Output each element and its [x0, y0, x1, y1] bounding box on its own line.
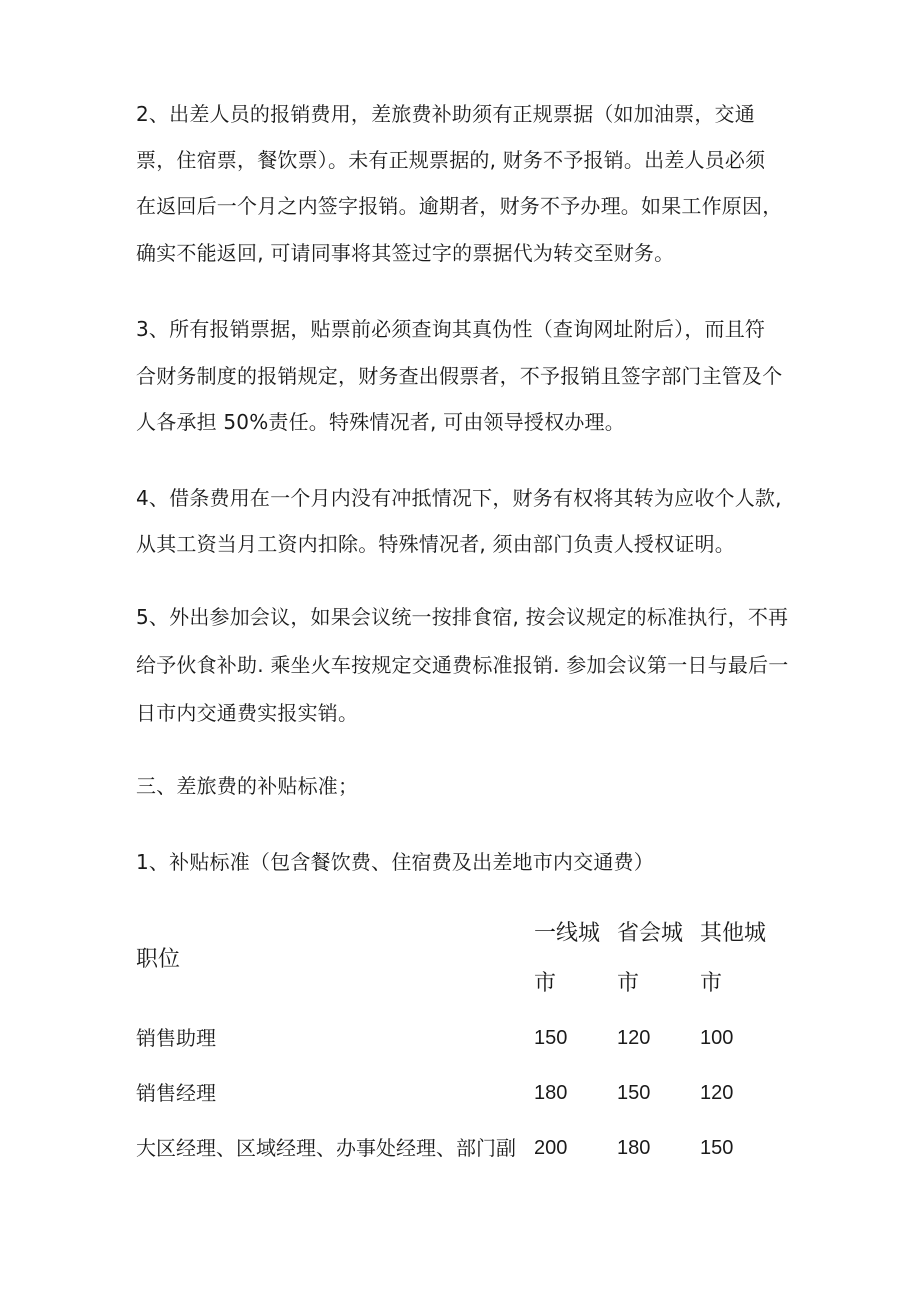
section-3-heading: 三、差旅费的补贴标准； [136, 774, 359, 798]
paragraph-4-line-2: 从其工资当月工资内扣除。特殊情况者, 须由部门负责人授权证明。 [136, 532, 735, 556]
paragraph-2-line-4: 确实不能返回, 可请同事将其签过字的票据代为转交至财务。 [136, 241, 675, 265]
table-cell-other: 120 [700, 1082, 734, 1104]
subsection-1-heading: 1、补贴标准（包含餐饮费、住宿费及出差地市内交通费） [136, 850, 654, 874]
paragraph-3-line-3: 人各承担 50%责任。特殊情况者, 可由领导授权办理。 [136, 410, 625, 434]
other-city-header-line1: 其他城 [700, 921, 767, 946]
table-cell-provincial: 180 [617, 1137, 651, 1159]
paragraph-5-line-3: 日市内交通费实报实销。 [136, 701, 359, 725]
provincial-city-header-line2: 市 [617, 971, 640, 996]
tier1-city-header-line2: 市 [534, 971, 557, 996]
tier1-city-header-line1: 一线城 [534, 921, 601, 946]
paragraph-2-line-2: 票，住宿票，餐饮票）。未有正规票据的, 财务不予报销。出差人员必须 [136, 148, 766, 172]
table-row-position: 销售助理 [136, 1026, 216, 1050]
table-cell-tier1: 180 [534, 1082, 568, 1104]
table-row-position: 销售经理 [136, 1081, 216, 1105]
table-cell-other: 150 [700, 1137, 734, 1159]
paragraph-4-line-1: 4、借条费用在一个月内没有冲抵情况下，财务有权将其转为应收个人款, [136, 486, 782, 510]
table-cell-provincial: 120 [617, 1027, 651, 1049]
table-cell-provincial: 150 [617, 1082, 651, 1104]
paragraph-2-line-3: 在返回后一个月之内签字报销。逾期者，财务不予办理。如果工作原因， [136, 194, 783, 218]
other-city-header-line2: 市 [700, 971, 723, 996]
paragraph-5-line-1: 5、外出参加会议，如果会议统一按排食宿, 按会议规定的标准执行，不再 [136, 605, 789, 629]
position-column-header: 职位 [136, 947, 181, 972]
paragraph-2-line-1: 2、出差人员的报销费用，差旅费补助须有正规票据（如加油票，交通 [136, 102, 755, 126]
table-cell-tier1: 200 [534, 1137, 568, 1159]
provincial-city-header-line1: 省会城 [617, 921, 684, 946]
table-cell-tier1: 150 [534, 1027, 568, 1049]
paragraph-3-line-2: 合财务制度的报销规定，财务查出假票者，不予报销且签字部门主管及个 [136, 364, 783, 388]
table-cell-other: 100 [700, 1027, 734, 1049]
table-row-position: 大区经理、区域经理、办事处经理、部门副 [136, 1136, 516, 1160]
paragraph-3-line-1: 3、所有报销票据，贴票前必须查询其真伪性（查询网址附后），而且符 [136, 317, 766, 341]
paragraph-5-line-2: 给予伙食补助. 乘坐火车按规定交通费标准报销. 参加会议第一日与最后一 [136, 653, 789, 677]
